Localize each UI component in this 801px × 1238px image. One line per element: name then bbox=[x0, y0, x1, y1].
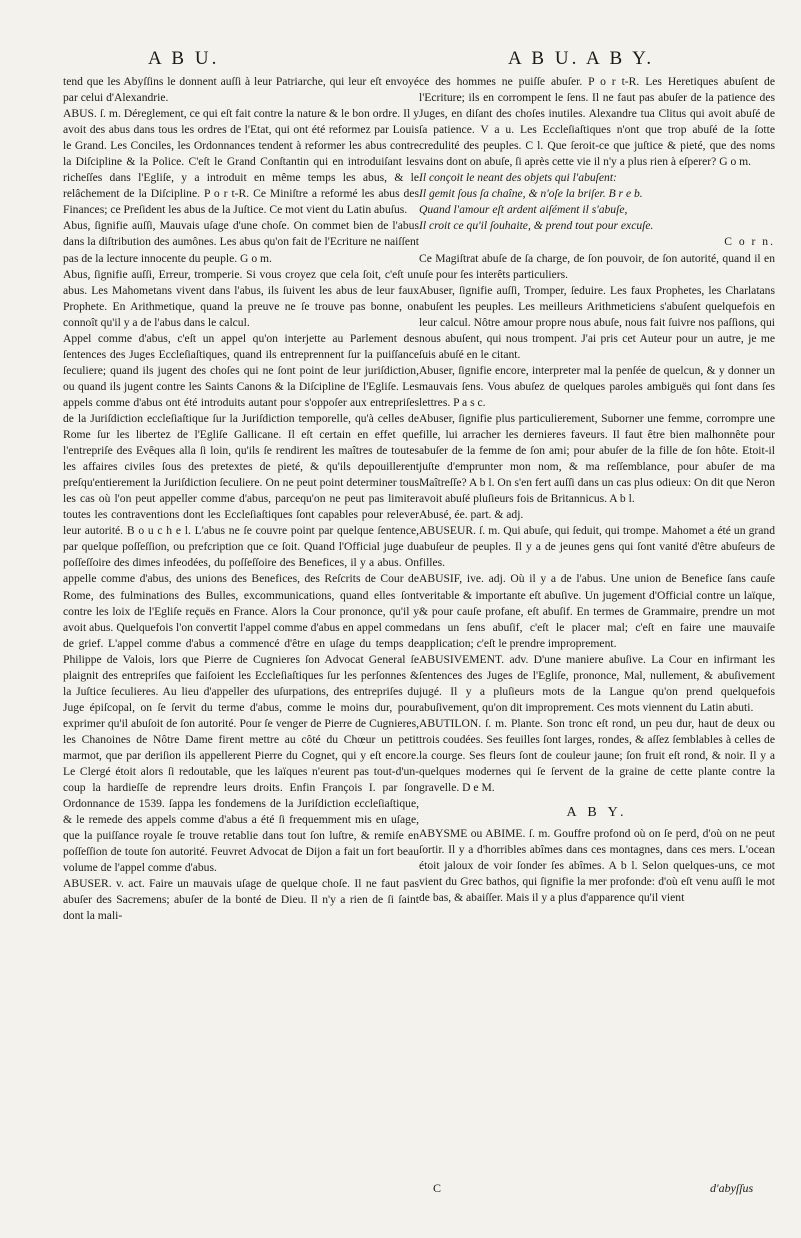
entry-abuser-tromper: Abuser, ſignifie auſſi, Tromper, ſeduire. Les faux Prophetes, les Charlatans abuſent les peuples. Les meilleurs Arithmeticiens s'abuſent quelquefois en leur calcul. Nôtre amour propre nous abuſe, nous fait ſuivre nos paſſions, qui nous abuſent, qui nous trompent. J'ai pris cet Auteur pour un autre, je me ſuis abuſé en le citant. bbox=[419, 283, 775, 361]
left-column bbox=[63, 74, 419, 924]
entry-abuseur: ABUSEUR. ſ. m. Qui abuſe, qui ſeduit, qui trompe. Mahomet a été un grand abuſeur de peuples. Il y a de jeunes gens qui ſont vanité d'être abuſeurs de filles. bbox=[419, 524, 775, 570]
running-header-right: A B U. A B Y. bbox=[508, 48, 655, 69]
entry-appel-comme-dabus: Appel comme d'abus, c'eſt un appel qu'on interjette au Parlement des ſentences des Juges Eccleſiaſtiques, quand ils entreprennent ſur la puiſſance ſeculiere; quand ils jugent des choſes qui ne ſont point de leur juriſdiction, ou quand ils jugent contre les Saints Canons & la Diſcipline de l'Egliſe. Les appels comme d'abus ont été introduits autant pour s'oppoſer aux entrepriſes de la Juriſdiction eccleſiaſtique ſur la Juriſdiction temporelle, qu'à celles de Rome ſur les libertez de l'Egliſe Gallicane. Il eſt certain en effet que l'entrepriſe des Evêques alla ſi loin, qu'ils ſe rendirent les maîtres de toutes les affaires civiles ſous des pretextes de pieté, & qu'ils depouillerent preſqu'entierement la Juriſdiction ſeculiere. On ne peut point determiner tous les cas où l'on peut appeller comme d'abus, parcequ'on ne peut pas limiter toutes les contraventions dont les Eccleſiaſtiques ſont capables pour relever leur autorité. B o u c h e l. L'abus ne ſe couvre point par quelque ſentence, par quelque poſſeſſion, ou prefcription que ce ſoit. Quand l'Official juge du poſſeſſoire des dimes infeodées, du poſſeſſoire des Benefices, il y a abus. On appelle comme d'abus, des unions des Benefices, des Reſcrits de Cour de Rome, des fulminations des Bulles, excommunications, quand elles ſont contre les loix de l'Egliſe reçuës en France. Alors la Cour prononce, qu'il y avoit abus. Quelquefois l'on convertit l'appel comme d'abus en appel comme de grief. L'appel comme d'abus a commencé d'être en uſage du temps de Philippe de Valois, lors que Pierre de Cugnieres ſon Advocat General ſe plaignit des entrepriſes que faiſoient les Eccleſiaſtiques ſur les perſonnes & la Juſtice ſeculieres. Au lieu d'appeller des uſurpations, des entrepriſes du Juge épiſcopal, on ſe ſervit du terme d'abus, comme le moins dur, pour exprimer qu'il abuſoit de ſon autorité. Pour ſe venger de Pierre de Cugnieres, les Chanoines de Nôtre Dame firent mettre au côté du Chœur un petit marmot, que par deriſion ils appellerent Pierre du Cognet, qui y eſt encore. Le Clergé étoit alors ſi redoutable, que les laïques n'eurent pas tout-d'un-coup la hardieſſe de reprendre leurs droits. Enfin François I. par ſon Ordonnance de 1539. ſappa les fondemens de la Juriſdiction eccleſiaſtique, & le remede des appels comme d'abus a été ſi frequemment mis en uſage, que la puiſſance royale ſe trouve retablie dans tout ſon luſtre, & remiſe en poſſeſſion de toute ſon autorité. Feuvret Advocat de Dijon a fait un fort beau volume de l'appel comme d'abus. bbox=[63, 331, 419, 875]
entry-abusif: ABUSIF, ive. adj. Où il y a de l'abus. Une union de Benefice ſans cauſe veritable & importante eſt abuſive. Un jugement d'Official contre un laïque, & pour cauſe profane, eſt abuſif. En termes de Grammaire, prendre un mot dans un ſens abuſif, c'eſt le placer mal; c'eſt en faire une mauvaiſe application; c'eſt le prendre improprement. bbox=[419, 572, 775, 650]
entry-abusivement: ABUSIVEMENT. adv. D'une maniere abuſive. La Cour en infirmant les ſentences des Juges de l'Egliſe, prononce, Mal, nullement, & abuſivement jugé. Il y a pluſieurs mots de la Langue qu'on prend quelquefois abuſivement, qu'on dit improprement. Ces mots viennent du Latin abuti. bbox=[419, 652, 775, 714]
verse-attribution: C o r n. bbox=[724, 235, 775, 249]
paragraph: ce des hommes ne puiſſe abuſer. P o r t-R. Les Heretiques abuſent de l'Ecriture; ils en corrompent le ſens. Il ne faut pas abuſer de la patience des Juges, en diſant des choſes inutiles. Alexandre tua Clitus qui avoit abuſé de ſa patience. V a u. Les Eccleſiaſtiques n'ont que trop abuſé de la ſotte credulité des peuples. C l. Que ſeroit-ce que juſtice & pieté, que des noms vains dont on abuſe, ſi après cette vie il n'y a plus rien à eſperer? G o m. bbox=[419, 75, 775, 169]
entry-abysme: ABYSME ou ABIME. ſ. m. Gouffre profond où on ſe perd, d'où on ne peut ſortir. Il y a d'horribles abîmes dans ces montagnes, dans ces mers. L'ocean étoit jaloux de voir ſonder ſes abîmes. A b l. Selon quelques-uns, ce mot vient du Grec bathos, qui ſignifie la mer profonde: d'où eſt venu auſſi le mot de bas, & abaiſſer. Mais il y a plus d'apparence qu'il vient bbox=[419, 827, 775, 905]
entry-abutilon: ABUTILON. ſ. m. Plante. Son tronc eſt rond, un peu dur, haut de deux ou trois coudées. Ses feuilles ſont larges, rondes, & aſſez ſemblables à celles de la courge. Ses fleurs ſont de couleur jaune; ſon fruit eſt rond, & noir. Il y a quelques modernes qui ſe ſervent de la graine de cette plante contre la gravelle. D e M. bbox=[419, 716, 775, 795]
entry-abus: ABUS. ſ. m. Déreglement, ce qui eſt fait contre la nature & le bon ordre. Il y avoit des abus dans tous les ordres de l'Etat, qui ont été reformez par Louis le Grand. Les Conciles, les Ordonnances tendent à reformer les abus contre la Diſcipline & la Police. C'eſt le Grand Conſtantin qui en introduiſant les richeſſes dans l'Egliſe, y a introduit en même temps les abus, & le relâchement de la Diſcipline. P o r t-R. Ce Miniſtre a reformé les abus des Finances; ce Preſident les abus de la Juſtice. Ce mot vient du Latin abuſus. bbox=[63, 107, 419, 217]
entry-abus-erreur: Abus, ſignifie auſſi, Erreur, tromperie. Si vous croyez que cela ſoit, c'eſt un abus. Les Mahometans vivent dans l'abus, ils ſuivent les abus de leur faux Prophete. En Arithmetique, quand la preuve ne ſe trouve pas bonne, on connoît qu'il y a de l'abus dans le calcul. bbox=[63, 267, 419, 329]
verse-line: Quand l'amour eſt ardent aiſément il s'abuſe, bbox=[419, 203, 628, 217]
signature-mark: C bbox=[433, 1181, 442, 1195]
section-heading: A B Y. bbox=[566, 805, 628, 821]
paragraph: tend que les Abyſſins le donnent auſſi à leur Patriarche, qui leur eſt envoyé par celui d'Alexandrie. bbox=[63, 75, 419, 105]
entry-abuser: ABUSER. v. act. Faire un mauvais uſage de quelque choſe. Il ne faut pas abuſer des Sacremens; abuſer de la bonté de Dieu. Il n'y a rien de ſi ſaint dont la mali- bbox=[63, 877, 419, 923]
right-column bbox=[419, 74, 775, 906]
entry-abuser-interpreter: Abuser, ſignifie encore, interpreter mal la penſée de quelcun, & y donner un mauvais ſens. Vous abuſez de quelques paroles ambiguës qui ſont dans ſes lettres. P a s c. bbox=[419, 363, 775, 409]
entry-abuse: Abusé, ée. part. & adj. bbox=[419, 508, 524, 522]
verse-line: Il croit ce qu'il ſouhaite, & prend tout pour excuſe. bbox=[419, 219, 654, 233]
entry-abuser-suborner: Abuser, ſignifie plus particulierement, Suborner une femme, corrompre une fille, lui arracher les dernieres faveurs. Il faut être bien malhonnête pour abuſer de la femme de ſon ami; pour abuſer de la fille de ſon hôte. Etoit-il juſte d'emprunter mon nom, & ma reſſemblance, pour abuſer de ma Maîtreſſe? A b l. On s'en fert auſſi dans un cas plus odieux: On dit que Neron avoit abuſé pluſieurs fois de Britannicus. A b l. bbox=[419, 411, 775, 506]
paragraph: Ce Magiſtrat abuſe de ſa charge, de ſon pouvoir, de ſon autorité, quand il en uſe pour ſes interêts particuliers. bbox=[419, 251, 775, 281]
running-header-left: A B U. bbox=[148, 48, 220, 69]
verse-line: Il conçoit le neant des objets qui l'abuſent: bbox=[419, 171, 617, 185]
catchword: d'abyſſus bbox=[710, 1181, 754, 1195]
verse-line: Il gemit ſous ſa chaîne, & n'oſe la briſer. B r e b. bbox=[419, 187, 643, 201]
entry-abus-usage: Abus, ſignifie auſſi, Mauvais uſage d'une choſe. On commet bien de l'abus dans la diſtribution des aumônes. Les abus qu'on fait de l'Ecriture ne naiſſent pas de la lecture innocente du peuple. G o m. bbox=[63, 219, 419, 265]
